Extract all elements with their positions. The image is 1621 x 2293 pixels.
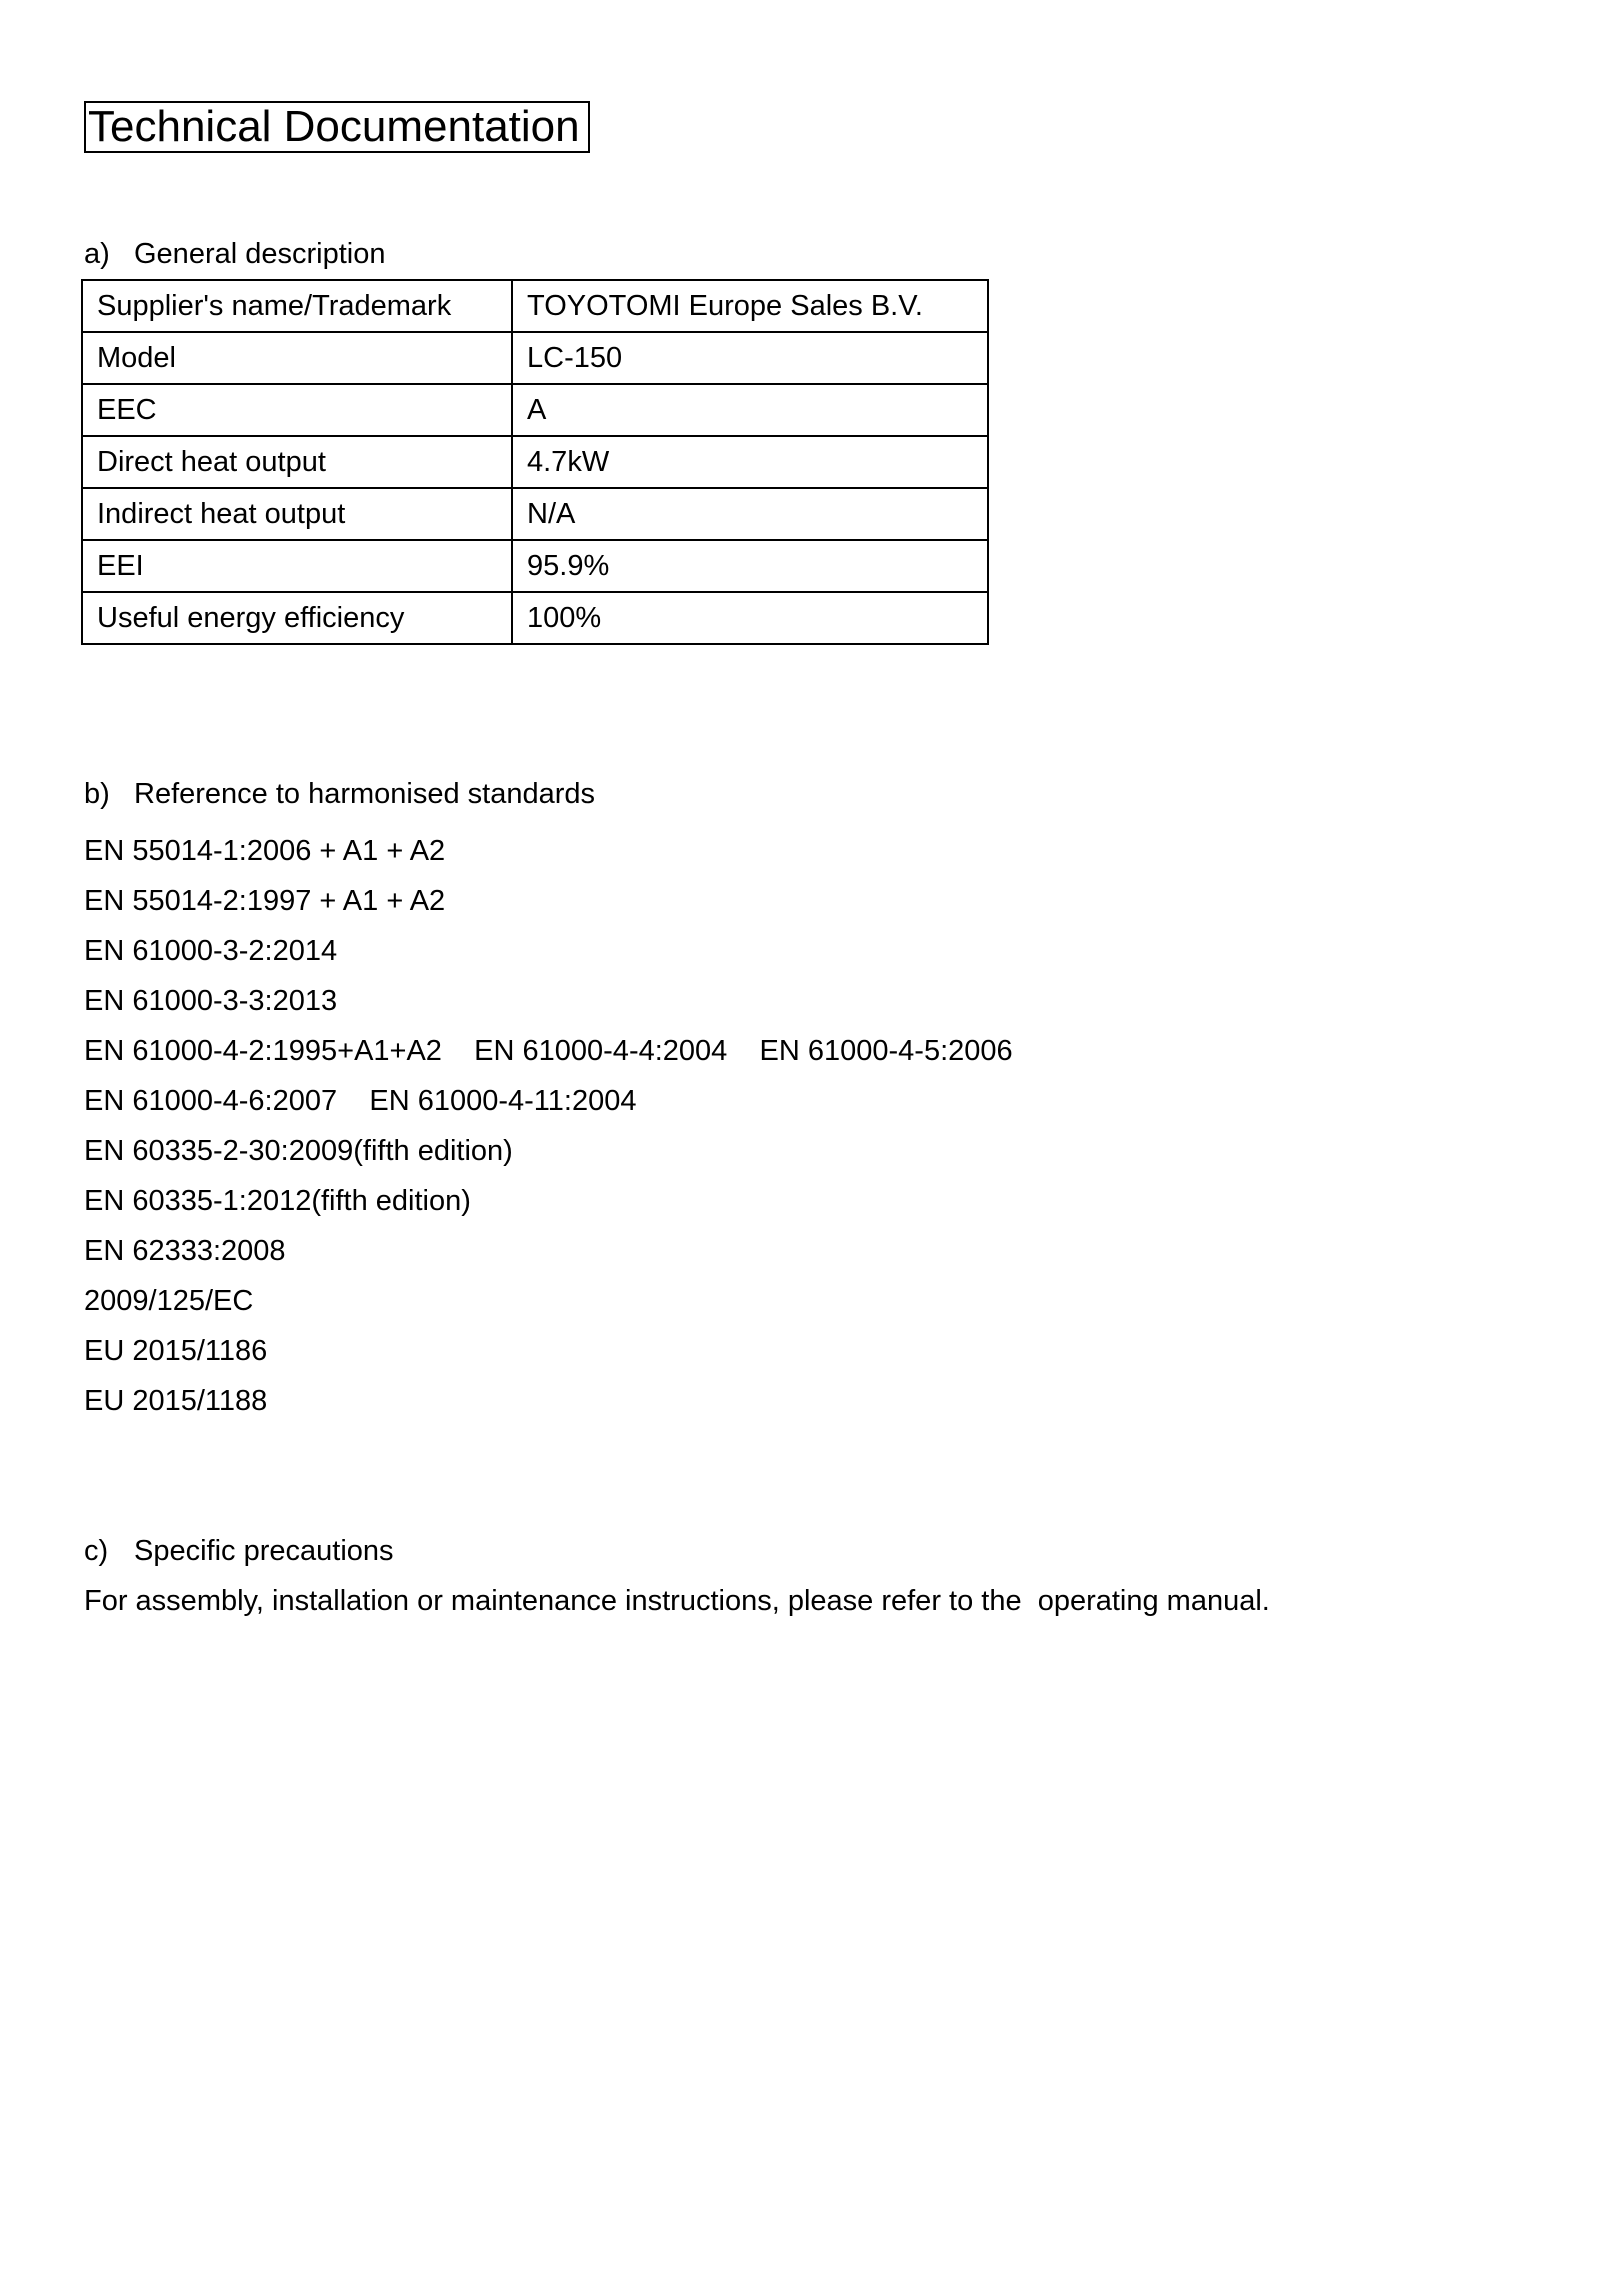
table-row [82,280,988,332]
precaution-text: For assembly, installation or maintenance instructions, please refer to the operating manual. [84,1585,1270,1617]
standard-item: EU 2015/1186 [84,1335,268,1367]
table-row [82,384,988,436]
table-cell-value: 95.9% [512,540,988,592]
section-c-marker: c) [84,1535,109,1567]
table-cell-value: N/A [512,488,988,540]
table-cell-label: Useful energy efficiency [82,592,512,644]
section-c-title: Specific precautions [134,1535,394,1567]
standard-item: EN 55014-2:1997 + A1 + A2 [84,885,446,917]
standard-item: EN 55014-1:2006 + A1 + A2 [84,835,446,867]
table-cell-value: 100% [512,592,988,644]
general-description-table [81,279,989,645]
section-a-title: General description [134,238,386,270]
standard-item: EN 61000-3-2:2014 [84,935,338,967]
standard-item: EN 61000-3-3:2013 [84,985,338,1017]
document-title: Technical Documentation [84,101,590,153]
standard-item: EN 61000-4-6:2007 EN 61000-4-11:2004 [84,1085,637,1117]
standards-list [84,826,1013,1426]
standard-item: EN 61000-4-2:1995+A1+A2 EN 61000-4-4:2004 EN 61000-4-5:2006 [84,1035,1013,1067]
standard-item: EN 62333:2008 [84,1235,286,1267]
table-row [82,592,988,644]
section-c-heading [84,1534,394,1568]
section-b-heading [84,777,595,811]
table-row [82,488,988,540]
standard-item: EN 60335-1:2012(fifth edition) [84,1185,471,1217]
table-cell-value: LC-150 [512,332,988,384]
table-row [82,436,988,488]
table-cell-value: TOYOTOMI Europe Sales B.V. [512,280,988,332]
table-cell-label: EEI [82,540,512,592]
section-b-marker: b) [84,778,110,810]
table-cell-label: Direct heat output [82,436,512,488]
table-cell-label: Indirect heat output [82,488,512,540]
table-cell-label: Model [82,332,512,384]
section-b-title: Reference to harmonised standards [134,778,596,810]
table-cell-label: EEC [82,384,512,436]
section-a-heading [84,237,385,271]
standard-item: EN 60335-2-30:2009(fifth edition) [84,1135,513,1167]
table-cell-value: A [512,384,988,436]
standard-item: EU 2015/1188 [84,1385,268,1417]
section-a-marker: a) [84,238,110,270]
table-cell-value: 4.7kW [512,436,988,488]
table-cell-label: Supplier's name/Trademark [82,280,512,332]
table-row [82,540,988,592]
standard-item: 2009/125/EC [84,1285,254,1317]
table-row [82,332,988,384]
